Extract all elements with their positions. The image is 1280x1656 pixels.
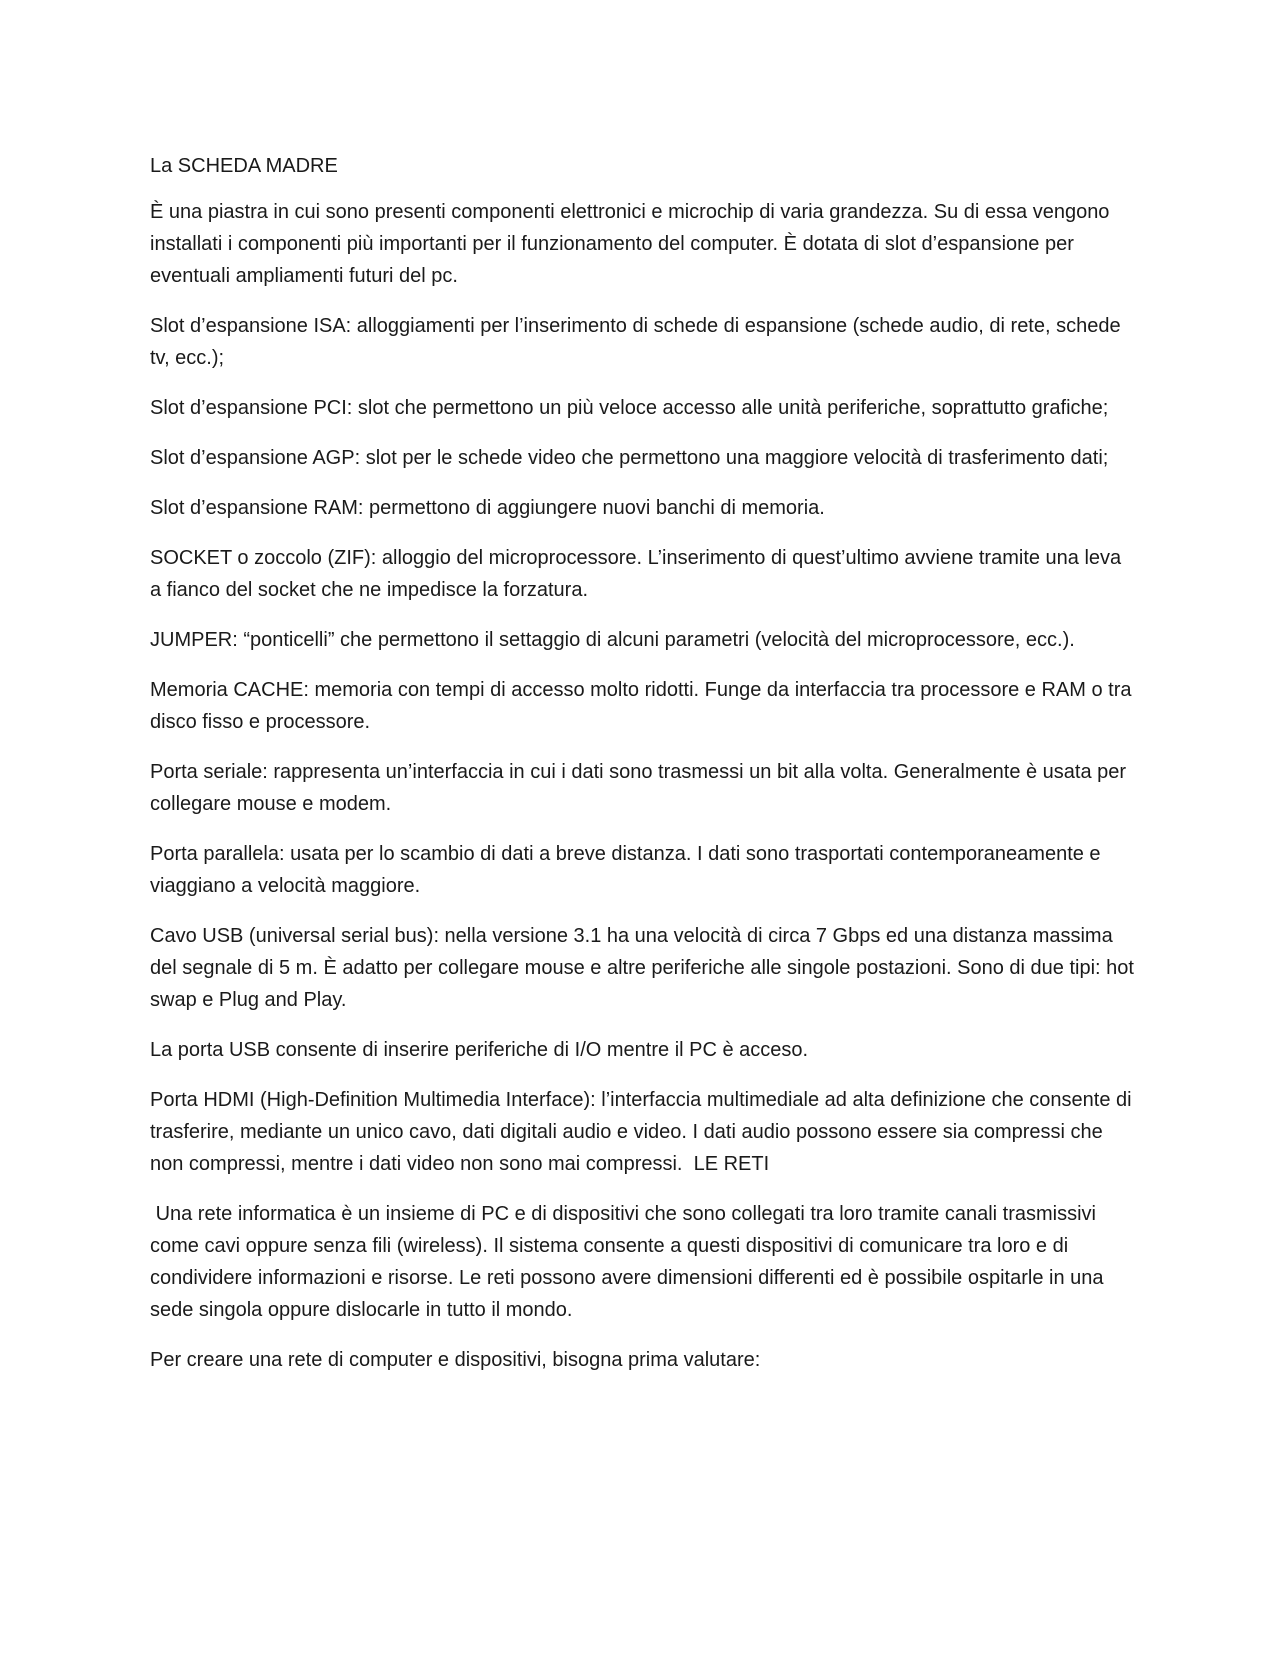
paragraph-jumper: JUMPER: “ponticelli” che permettono il settaggio di alcuni parametri (velocità del microprocessore, ecc.). bbox=[150, 629, 1075, 651]
paragraph-socket: SOCKET o zoccolo (ZIF): alloggio del microprocessore. L’inserimento di quest’ultimo avviene tramite una leva a fianco del socket che ne impedisce la forzatura. bbox=[150, 547, 1127, 601]
paragraph-hdmi-port: Porta HDMI (High-Definition Multimedia Interface): l’interfaccia multimediale ad alta definizione che consente di trasferire, mediante un unico cavo, dati digitali audio e video. I dati audio possono essere sia compressi che non compressi, mentre i dati video non sono mai compressi. LE RETI bbox=[150, 1089, 1138, 1175]
paragraph-intro: È una piastra in cui sono presenti componenti elettronici e microchip di varia grandezza. Su di essa vengono installati i componenti più importanti per il funzionamento del computer. È dotata di slot d’espansione per eventuali ampliamenti futuri del pc. bbox=[150, 201, 1115, 287]
paragraph-pci-slot: Slot d’espansione PCI: slot che permettono un più veloce accesso alle unità periferiche, soprattutto grafiche; bbox=[150, 397, 1109, 419]
paragraph-network-creation: Per creare una rete di computer e dispositivi, bisogna prima valutare: bbox=[150, 1349, 761, 1371]
paragraph-network-definition: Una rete informatica è un insieme di PC e di dispositivi che sono collegati tra loro tramite canali trasmissivi come cavi oppure senza fili (wireless). Il sistema consente a questi dispositivi di comunicare tra loro e di condividere informazioni e risorse. Le reti possono avere dimensioni differenti ed è possibile ospitarle in una sede singola oppure dislocarle in tutto il mondo. bbox=[150, 1203, 1110, 1321]
paragraph-agp-slot: Slot d’espansione AGP: slot per le schede video che permettono una maggiore velocità di trasferimento dati; bbox=[150, 447, 1109, 469]
document-page bbox=[150, 150, 1140, 1394]
paragraph-isa-slot: Slot d’espansione ISA: alloggiamenti per l’inserimento di schede di espansione (schede audio, di rete, schede tv, ecc.); bbox=[150, 315, 1127, 369]
paragraph-parallel-port: Porta parallela: usata per lo scambio di dati a breve distanza. I dati sono trasportati contemporaneamente e viaggiano a velocità maggiore. bbox=[150, 843, 1107, 897]
paragraph-serial-port: Porta seriale: rappresenta un’interfaccia in cui i dati sono trasmessi un bit alla volta. Generalmente è usata per collegare mouse e modem. bbox=[150, 761, 1132, 815]
paragraph-usb-port: La porta USB consente di inserire periferiche di I/O mentre il PC è acceso. bbox=[150, 1039, 809, 1061]
paragraph-ram-slot: Slot d’espansione RAM: permettono di aggiungere nuovi banchi di memoria. bbox=[150, 497, 825, 519]
paragraph-usb-cable: Cavo USB (universal serial bus): nella versione 3.1 ha una velocità di circa 7 Gbps ed una distanza massima del segnale di 5 m. È adatto per collegare mouse e altre periferiche alle singole postazioni. Sono di due tipi: hot swap e Plug and Play. bbox=[150, 925, 1140, 1011]
paragraph-cache: Memoria CACHE: memoria con tempi di accesso molto ridotti. Funge da interfaccia tra processore e RAM o tra disco fisso e processore. bbox=[150, 679, 1138, 733]
document-title: La SCHEDA MADRE bbox=[150, 155, 338, 177]
